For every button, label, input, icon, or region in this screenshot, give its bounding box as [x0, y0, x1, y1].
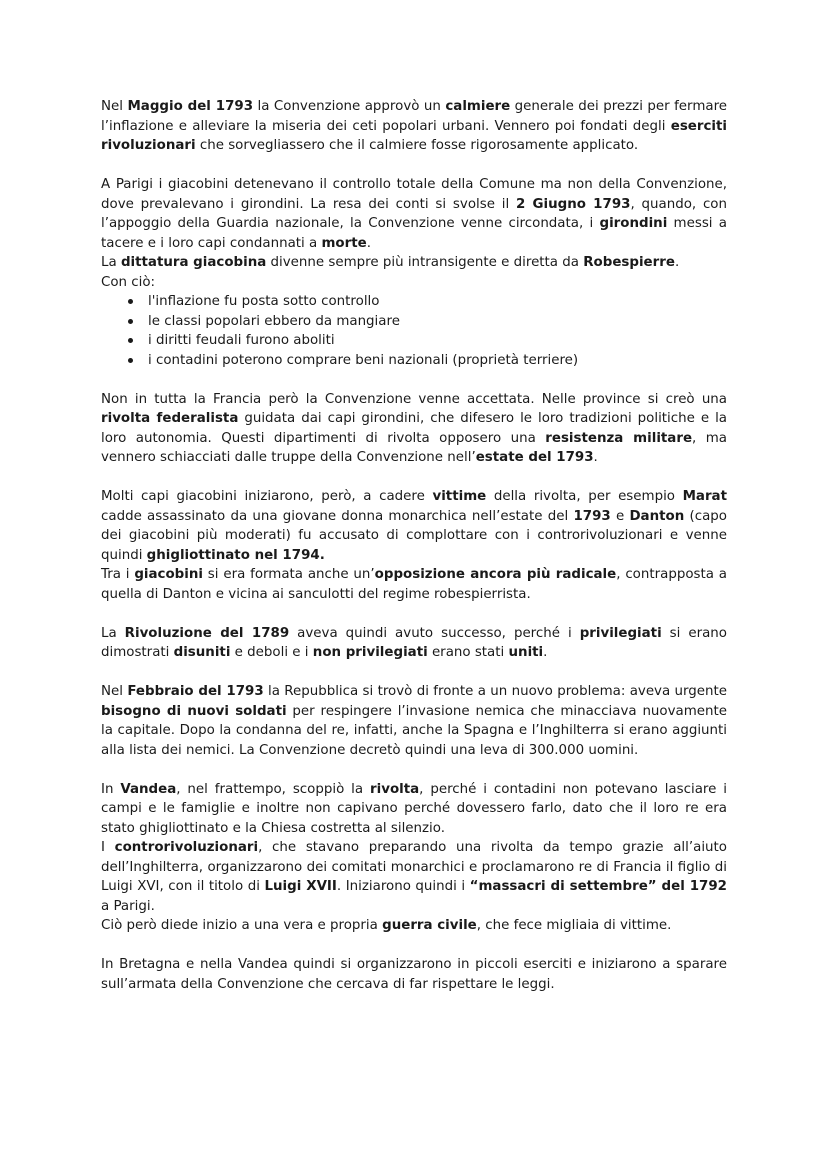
text-segment: , che fece migliaia di vittime.	[476, 918, 672, 933]
text-segment: si era formata anche un’	[202, 567, 375, 582]
text-segment: . Iniziarono quindi i	[336, 879, 470, 894]
bold-text-segment: resistenza militare	[545, 430, 693, 446]
text-segment: I	[101, 840, 115, 855]
bold-text-segment: controrivoluzionari	[114, 840, 259, 855]
bullet-item: i contadini poterono comprare beni nazionali (proprietà terriere)	[125, 351, 727, 371]
bold-text-segment: disuniti	[173, 645, 231, 660]
text-segment: , quando, con l’appoggio della Guardia nazionale, la Convenzione venne circondata, i	[101, 196, 727, 231]
paragraph-capi-giacobini	[101, 487, 727, 565]
bold-text-segment: Marat	[682, 489, 727, 504]
text-segment: a Parigi.	[101, 898, 155, 914]
bold-text-segment: “massacri di settembre” del 1792	[469, 879, 727, 894]
text-segment: la Repubblica si trovò di fronte a un nuovo problema: aveva urgente	[263, 684, 728, 699]
paragraph-rivolta-federalista	[101, 390, 727, 468]
text-segment: A Parigi i giacobini detenevano il controllo totale della Comune ma non della Convenzione, dove prevalevano i girondini. La resa dei conti si svolse il	[101, 177, 727, 212]
bold-text-segment: Luigi XVII	[264, 879, 337, 894]
text-segment: Molti capi giacobini iniziarono, però, a cadere	[101, 489, 433, 504]
paragraph-febbraio-1793	[101, 682, 727, 760]
text-segment: erano stati	[427, 645, 509, 660]
paragraph-opposizione	[101, 565, 727, 604]
bullet-item: l'inflazione fu posta sotto controllo	[125, 292, 727, 312]
text-segment: , ma vennero schiacciati dalle truppe della Convenzione nell’	[101, 430, 728, 465]
text-segment: , perché i contadini non potevano lasciare i campi e le famiglie e inoltre non capivano perché dovessero farlo, dato che il loro re era stato ghigliottinato e la Chiesa costretta al silenzio.	[101, 781, 727, 836]
paragraph-parigi	[101, 175, 727, 253]
paragraph-vandea	[101, 780, 727, 839]
bold-text-segment: guerra civile	[382, 918, 477, 933]
bold-text-segment: Maggio del 1793	[127, 99, 254, 114]
text-segment: , che stavano preparando una rivolta da tempo grazie all’aiuto dell’Inghilterra, organizzarono dei comitati monarchici e proclamarono re di Francia il figlio di Luigi XVI, con il titolo di	[101, 840, 727, 894]
bold-text-segment: rivolta federalista	[101, 411, 239, 426]
text-segment: Con ciò:	[101, 274, 156, 290]
bullet-item: i diritti feudali furono aboliti	[125, 331, 727, 351]
text-segment: Non in tutta la Francia però la Convenzione venne accettata. Nelle province si creò una	[101, 391, 727, 407]
bold-text-segment: calmiere	[445, 99, 511, 114]
bold-text-segment: dittatura giacobina	[120, 255, 267, 270]
bullet-list	[101, 292, 727, 370]
paragraph-maggio-1793	[101, 97, 727, 156]
text-segment: cadde assassinato da una giovane donna monarchica nell’estate del	[101, 508, 574, 524]
bold-text-segment: rivolta	[370, 781, 420, 797]
text-segment: si erano dimostrati	[101, 625, 727, 660]
bold-text-segment: Vandea	[120, 781, 177, 797]
text-segment: che sorvegliassero che il calmiere fosse rigorosamente applicato.	[195, 138, 639, 153]
paragraph-bretagna	[101, 955, 727, 994]
bold-text-segment: vittime	[432, 489, 487, 504]
text-segment: La	[101, 625, 125, 641]
text-segment: Ciò però diede inizio a una vera e propria	[101, 918, 383, 933]
text-segment: .	[543, 645, 548, 660]
text-segment: guidata dai capi girondini, che difesero le loro tradizioni politiche e la loro autonomia. Questi dipartimenti di rivolta opposero una	[101, 411, 727, 446]
bullet-item: le classi popolari ebbero da mangiare	[125, 312, 727, 332]
bold-text-segment: 1793	[573, 508, 611, 524]
text-segment: .	[366, 235, 371, 251]
bold-text-segment: Robespierre	[583, 255, 675, 270]
text-segment: Tra i	[101, 567, 135, 582]
text-segment: e	[610, 508, 630, 524]
document-page	[101, 97, 727, 1014]
text-segment: , nel frattempo, scoppiò la	[176, 781, 371, 797]
text-segment: In Bretagna e nella Vandea quindi si organizzarono in piccoli eserciti e iniziarono a sparare sull’armata della Convenzione che cercava di far rispettare le leggi.	[101, 957, 727, 992]
bold-text-segment: opposizione ancora più radicale	[374, 567, 617, 582]
text-segment: la Convenzione approvò un	[253, 99, 446, 114]
text-segment: La	[101, 255, 121, 270]
bold-text-segment: privilegiati	[579, 625, 662, 641]
text-segment: (capo dei giacobini più moderati) fu accusato di complottare con i controrivoluzionari e venne quindi	[101, 508, 727, 563]
paragraph-controrivoluzionari	[101, 838, 727, 916]
bold-text-segment: estate del 1793	[475, 450, 594, 465]
text-segment: .	[593, 450, 598, 465]
text-segment: generale dei prezzi per fermare l’inflazione e alleviare la miseria dei ceti popolari urbani. Vennero poi fondati degli	[101, 99, 728, 134]
bold-text-segment: 2 Giugno 1793	[516, 196, 631, 212]
bold-text-segment: morte	[321, 235, 367, 251]
paragraph-dittatura	[101, 253, 727, 273]
bold-text-segment: ghigliottinato nel 1794.	[146, 547, 325, 563]
bold-text-segment: Febbraio del 1793	[127, 684, 264, 699]
bold-text-segment: giacobini	[134, 567, 203, 582]
paragraph-guerra-civile	[101, 916, 727, 936]
bold-text-segment: Danton	[629, 508, 685, 524]
text-segment: .	[674, 255, 680, 270]
bold-text-segment: Rivoluzione del 1789	[124, 625, 290, 641]
bold-text-segment: girondini	[599, 216, 668, 231]
bold-text-segment: uniti	[508, 645, 544, 660]
bold-text-segment: eserciti rivoluzionari	[101, 118, 727, 153]
text-segment: Nel	[101, 684, 128, 699]
text-segment: per respingere l’invasione nemica che minacciava nuovamente la capitale. Dopo la condanna del re, infatti, anche la Spagna e l’Inghilterra si erano aggiunti alla lista dei nemici. La Convenzione decretò quindi una leva di 300.000 uomini.	[101, 703, 727, 758]
text-segment: divenne sempre più intransigente e diretta da	[266, 255, 584, 270]
text-segment: della rivolta, per esempio	[486, 489, 683, 504]
bold-text-segment: non privilegiati	[312, 645, 428, 660]
bold-text-segment: bisogno di nuovi soldati	[101, 703, 287, 719]
text-segment: , contrapposta a quella di Danton e vicina ai sanculotti del regime robespierrista.	[101, 567, 727, 602]
text-segment: messi a tacere e i loro capi condannati a	[101, 216, 727, 251]
paragraph-rivoluzione-1789	[101, 624, 727, 663]
text-segment: e deboli e i	[230, 645, 313, 660]
text-segment: Nel	[101, 99, 128, 114]
paragraph-con-cio	[101, 273, 727, 293]
text-segment: aveva quindi avuto successo, perché i	[289, 625, 580, 641]
text-segment: In	[101, 781, 121, 797]
